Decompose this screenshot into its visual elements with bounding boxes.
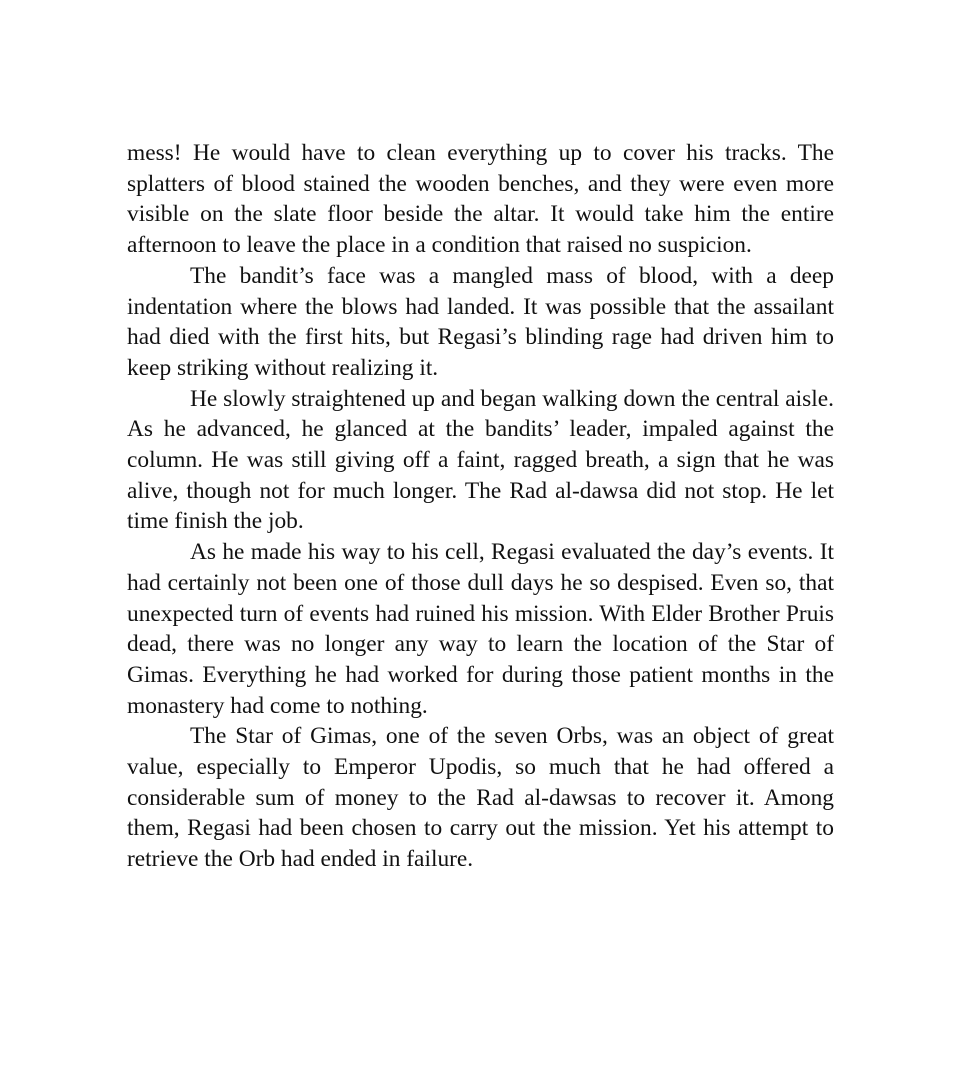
paragraph: The bandit’s face was a mangled mass of blood, with a deep indentation where the blows had landed. It was possible that the assailant had died with the first hits, but Regasi’s blinding rage had driven him to keep striking without realizing it. — [127, 262, 834, 381]
paragraph-continuation: mess! He would have to clean everything up to cover his tracks. The splatters of blood stained the wooden benches, and they were even more visible on the slate floor beside the altar. It would take him the entire afternoon to leave the place in a condition that raised no suspicion. — [127, 140, 834, 259]
paragraph: As he made his way to his cell, Regasi evaluated the day’s events. It had certainly not been one of those dull days he so despised. Even so, that unexpected turn of events had ruined his mission. With Elder Brother Pruis dead, there was no longer any way to learn the location of the Star of Gimas. Everything he had worked for during those patient months in the monastery had come to nothing. — [127, 539, 834, 719]
paragraph: He slowly straightened up and began walking down the central aisle. As he advanced, he glanced at the bandits’ leader, impaled against the column. He was still giving off a faint, ragged breath, a sign that he was alive, though not for much longer. The Rad al-dawsa did not stop. He let time finish the job. — [127, 385, 834, 535]
body-text — [127, 138, 834, 875]
paragraph: The Star of Gimas, one of the seven Orbs, was an object of great value, especially to Emperor Upodis, so much that he had offered a considerable sum of money to the Rad al-dawsas to recover it. Among them, Regasi had been chosen to carry out the mission. Yet his attempt to retrieve the Orb had ended in failure. — [127, 723, 834, 873]
